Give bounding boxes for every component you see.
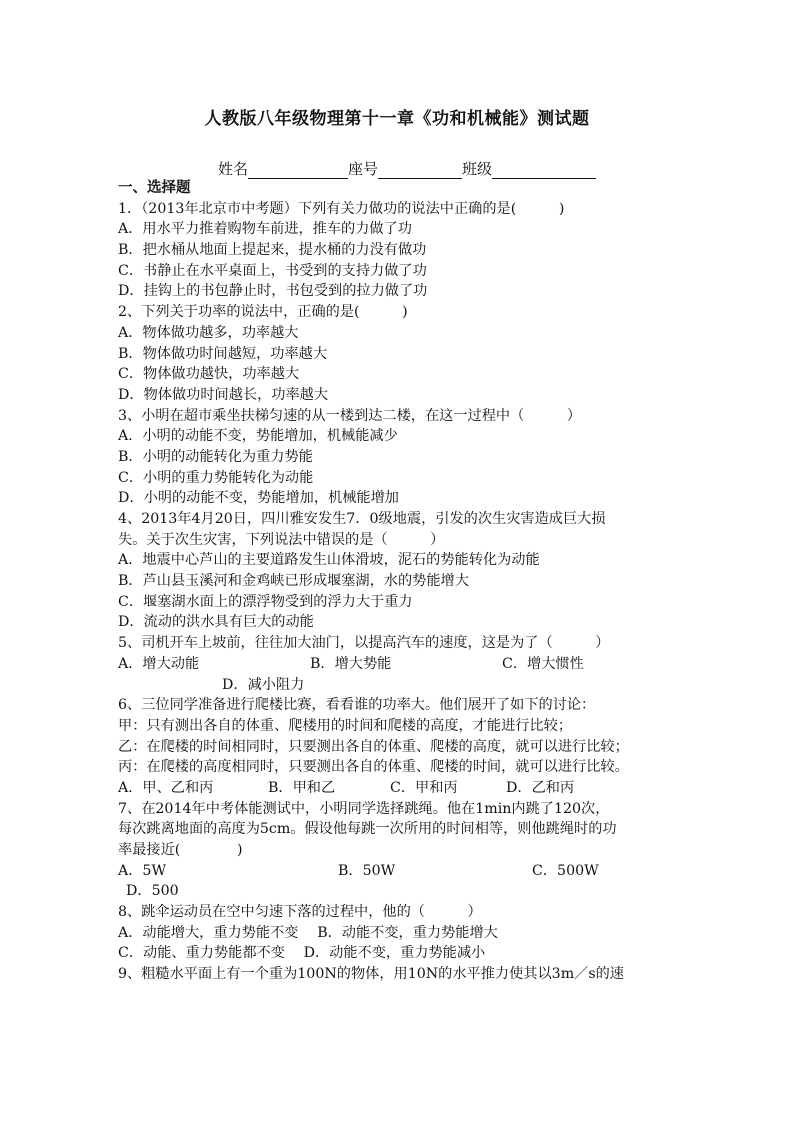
text-line: 9、粗糙水平面上有一个重为100N的物体，用10N的水平推力使其以3m／s的速: [118, 966, 624, 983]
option: C．甲和丙: [390, 779, 458, 796]
option: C．500W: [532, 862, 599, 879]
text-line: D．流动的洪水具有巨大的动能: [118, 614, 314, 631]
seat-blank[interactable]: [378, 162, 462, 179]
text-line: D．小明的动能不变，势能增加，机械能增加: [118, 490, 399, 507]
class-label: 班级: [462, 160, 493, 178]
text-line: B．物体做功时间越短，功率越大: [118, 345, 328, 362]
option: B．50W: [338, 862, 396, 879]
text-line: 每次跳离地面的高度为5cm。假设他每跳一次所用的时间相等，则他跳绳时的功: [118, 821, 617, 838]
text-line: D．挂钩上的书包静止时，书包受到的拉力做了功: [118, 283, 428, 300]
text-line: 3、小明在超市乘坐扶梯匀速的从一楼到达二楼，在这一过程中（ ）: [118, 407, 582, 424]
question-text: [118, 178, 688, 985]
text-line: B．芦山县玉溪河和金鸡峡已形成堰塞湖，水的势能增大: [118, 573, 469, 590]
text-line: 丙：在爬楼的高度相同时，只要测出各自的体重、爬楼的时间，就可以进行比较。: [118, 759, 629, 776]
text-line: C．物体做功越快，功率越大: [118, 366, 300, 383]
text-line: A．用水平力推着购物车前进，推车的力做了功: [118, 221, 412, 238]
text-line: A．动能增大，重力势能不变 B．动能不变，重力势能增大: [118, 924, 498, 941]
section-heading: 一、选择题: [118, 179, 191, 196]
text-line: C．小明的重力势能转化为动能: [118, 469, 314, 486]
option: C．增大惯性: [502, 655, 584, 672]
text-line: 6、三位同学准备进行爬楼比赛，看看谁的功率大。他们展开了如下的讨论：: [118, 697, 596, 714]
text-line: 8、跳伞运动员在空中匀速下落的过程中，他的（ ）: [118, 904, 482, 921]
text-line: A．地震中心芦山的主要道路发生山体滑坡，泥石的势能转化为动能: [118, 552, 540, 569]
text-line: 失。关于次生灾害，下列说法中错误的是（ ）: [118, 531, 445, 548]
text-line: 5、司机开车上坡前，往往加大油门，以提高汽车的速度，这是为了（ ）: [118, 635, 610, 652]
option: A．甲、乙和丙: [118, 779, 214, 796]
q7-option-d-line: [118, 881, 688, 902]
q7-options: [118, 861, 688, 882]
option: D．乙和丙: [506, 779, 575, 796]
document-title: 人教版八年级物理第十一章《功和机械能》测试题: [204, 109, 590, 129]
option: A．5W: [118, 862, 167, 879]
text-line: C．书静止在水平桌面上，书受到的支持力做了功: [118, 262, 427, 279]
text-line: B．小明的动能转化为重力势能: [118, 448, 313, 465]
text-line: A．物体做功越多，功率越大: [118, 324, 299, 341]
text-line: C．动能、重力势能都不变 D．动能不变，重力势能减小: [118, 945, 486, 962]
text-line: 率最接近( ): [118, 842, 243, 858]
text-line: 甲：只有测出各自的体重、爬楼用的时间和爬楼的高度，才能进行比较；: [118, 717, 573, 734]
option: D．500: [126, 883, 179, 900]
name-blank[interactable]: [248, 162, 348, 179]
text-line: D．物体做功时间越长，功率越大: [118, 386, 329, 403]
text-line: B．把水桶从地面上提起来，提水桶的力没有做功: [118, 242, 427, 259]
option: A．增大动能: [118, 655, 200, 672]
option: B．增大势能: [310, 655, 392, 672]
text-line: A．小明的动能不变，势能增加，机械能减少: [118, 428, 398, 445]
option: B．甲和乙: [268, 779, 336, 796]
text-line: 4、2013年4月20日，四川雅安发生7．0级地震，引发的次生灾害造成巨大损: [118, 511, 606, 527]
q5-options: [118, 654, 688, 675]
class-blank[interactable]: [492, 162, 596, 179]
student-info-line: [218, 158, 596, 179]
text-line: 乙：在爬楼的时间相同时，只要测出各自的体重、爬楼的高度，就可以进行比较；: [118, 738, 629, 755]
q6-options: [118, 778, 688, 799]
text-line: C．堰塞湖水面上的漂浮物受到的浮力大于重力: [118, 593, 413, 610]
name-label: 姓名: [218, 160, 249, 178]
option: D．减小阻力: [222, 676, 305, 693]
text-line: 2、下列关于功率的说法中，正确的是( ): [118, 304, 408, 321]
seat-label: 座号: [348, 160, 379, 178]
text-line: 1．（2013年北京市中考题）下列有关力做功的说法中正确的是( ): [118, 200, 565, 217]
text-line: 7、在2014年中考体能测试中，小明同学选择跳绳。他在1min内跳了120次，: [118, 800, 610, 817]
q5-option-d-line: [118, 675, 688, 696]
